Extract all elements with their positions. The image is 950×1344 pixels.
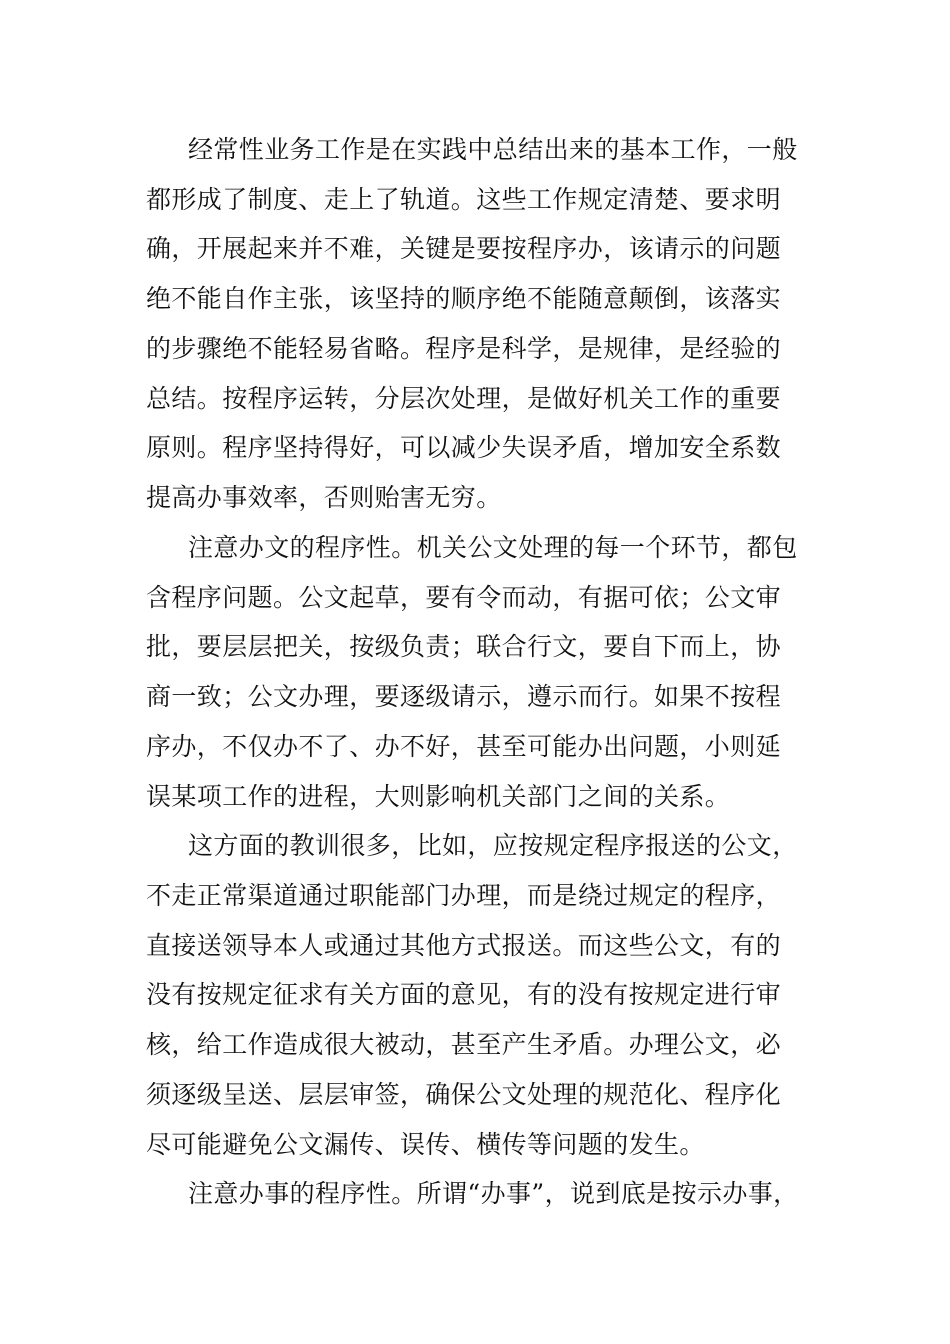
text-line: 尽可能避免公文漏传、误传、横传等问题的发生。 <box>146 1130 705 1159</box>
text-line: 注意办事的程序性。所谓“办事”，说到底是按示办事， <box>188 1179 799 1208</box>
text-line: 原则。程序坚持得好，可以减少失误矛盾，增加安全系数 <box>146 433 782 462</box>
text-line: 绝不能自作主张，该坚持的顺序绝不能随意颠倒，该落实 <box>146 284 782 313</box>
text-line: 须逐级呈送、层层审签，确保公文处理的规范化、程序化 <box>146 1080 782 1109</box>
text-line: 没有按规定征求有关方面的意见，有的没有按规定进行审 <box>146 980 782 1009</box>
text-line: 都形成了制度、走上了轨道。这些工作规定清楚、要求明 <box>146 185 782 214</box>
text-line: 含程序问题。公文起草，要有令而动，有据可依；公文审 <box>146 583 782 612</box>
text-line: 核，给工作造成很大被动，甚至产生矛盾。办理公文，必 <box>146 1030 782 1059</box>
text-line: 序办，不仅办不了、办不好，甚至可能办出问题，小则延 <box>146 732 782 761</box>
text-line: 的步骤绝不能轻易省略。程序是科学，是规律，是经验的 <box>146 334 782 363</box>
text-line: 确，开展起来并不难，关键是要按程序办，该请示的问题 <box>146 234 782 263</box>
text-line: 提高办事效率，否则贻害无穷。 <box>146 483 502 512</box>
text-line: 商一致；公文办理，要逐级请示，遵示而行。如果不按程 <box>146 682 782 711</box>
text-line: 经常性业务工作是在实践中总结出来的基本工作，一般 <box>188 135 798 164</box>
text-line: 批，要层层把关，按级负责；联合行文，要自下而上，协 <box>146 632 782 661</box>
text-line: 注意办文的程序性。机关公文处理的每一个环节，都包 <box>188 533 798 562</box>
text-line: 这方面的教训很多，比如，应按规定程序报送的公文， <box>188 831 798 860</box>
text-line: 直接送领导本人或通过其他方式报送。而这些公文，有的 <box>146 931 782 960</box>
text-line: 不走正常渠道通过职能部门办理，而是绕过规定的程序， <box>146 881 782 910</box>
text-line: 总结。按程序运转，分层次处理，是做好机关工作的重要 <box>146 384 782 413</box>
text-line: 误某项工作的进程，大则影响机关部门之间的关系。 <box>146 782 731 811</box>
